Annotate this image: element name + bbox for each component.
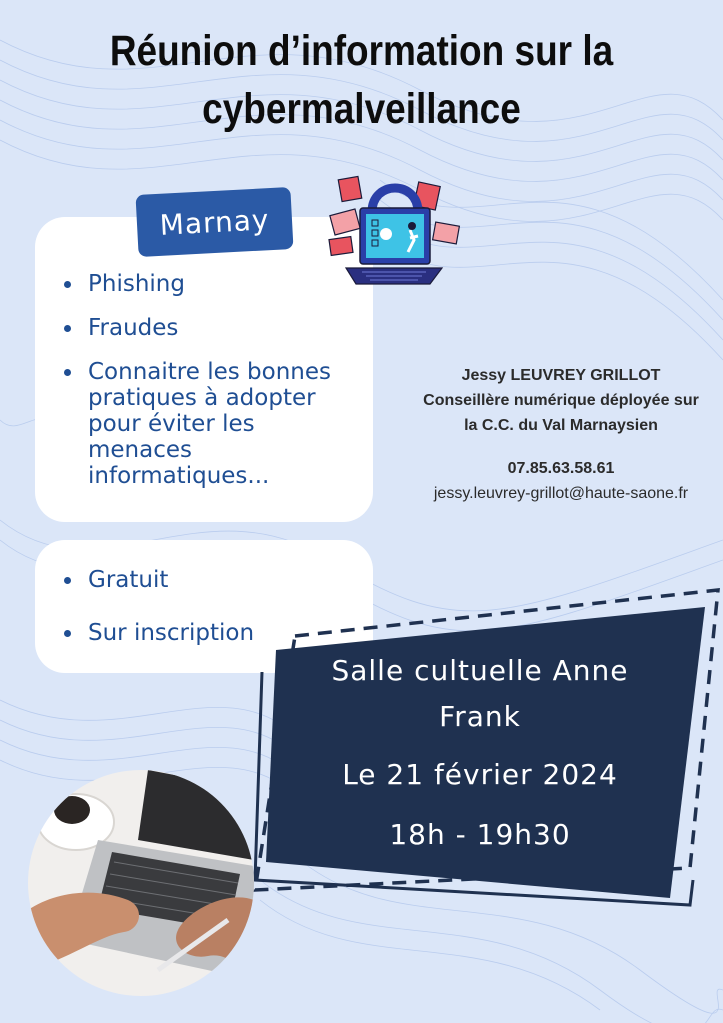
- contact-role-line-2: la C.C. du Val Marnaysien: [464, 417, 658, 434]
- contact-role-line-1: Conseillère numérique déployée sur: [423, 392, 699, 409]
- event-time: 18h - 19h30: [389, 818, 571, 851]
- location-tag: Marnay: [135, 187, 293, 257]
- title-line-2: cybermalveillance: [202, 85, 521, 133]
- hands-typing-on-laptop-photo: [28, 770, 254, 996]
- contact-name: Jessy LEUVREY GRILLOT: [461, 367, 661, 384]
- condition-item: Gratuit: [64, 567, 364, 593]
- event-details: [290, 648, 670, 858]
- venue-line-2: Frank: [439, 700, 521, 733]
- title-line-1: Réunion d’information sur la: [109, 27, 614, 75]
- topic-item: Phishing: [64, 271, 364, 297]
- contact-phone: 07.85.63.58.61: [507, 460, 615, 477]
- event-date: Le 21 février 2024: [342, 758, 618, 791]
- topic-item: Connaitre les bonnes pratiques à adopter pour éviter les menaces informatiques...: [64, 359, 364, 489]
- venue-line-1: Salle cultuelle Anne: [331, 654, 629, 687]
- condition-item: Sur inscription: [64, 620, 364, 646]
- topic-item: Fraudes: [64, 315, 364, 341]
- contact-email: jessy.leuvrey-grillot@haute-saone.fr: [433, 485, 689, 502]
